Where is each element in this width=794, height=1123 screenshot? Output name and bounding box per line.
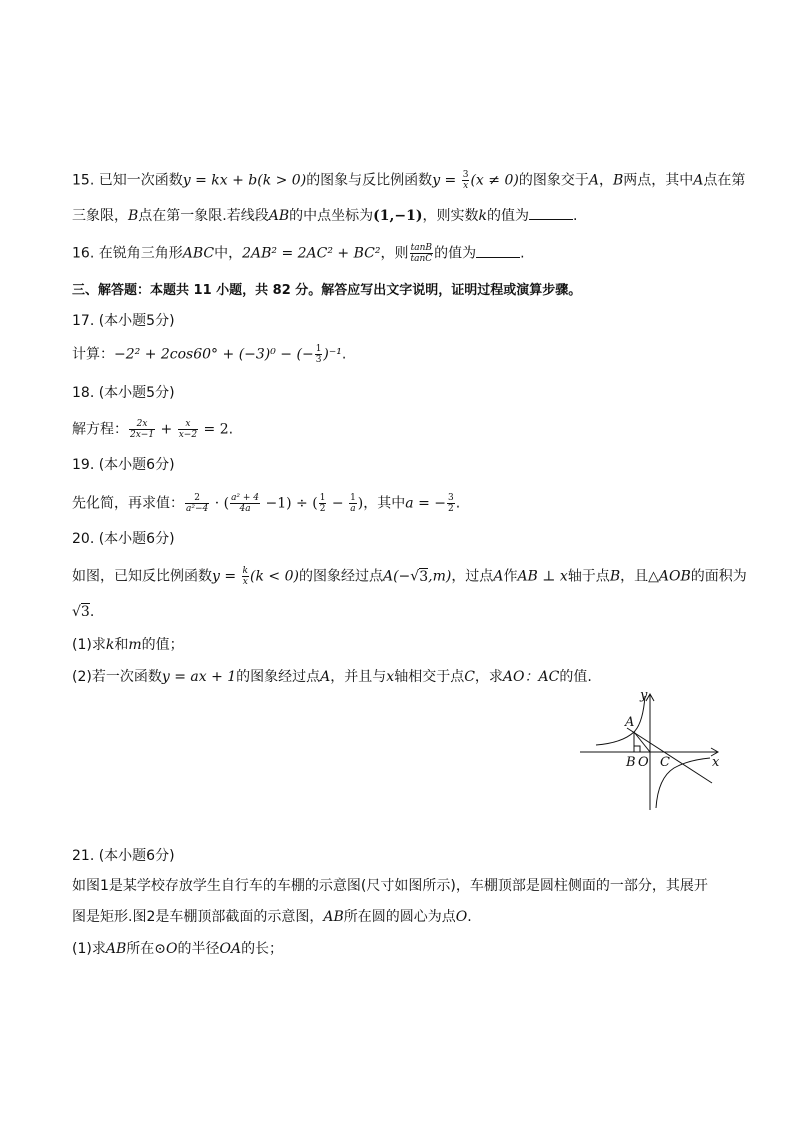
math-expression: )⁻¹ (323, 346, 342, 363)
text: 轴于点 (567, 568, 610, 585)
math-expression: y = (432, 172, 461, 189)
text: 点在第一象限.若线段 (138, 208, 269, 224)
text: . (455, 495, 461, 512)
fraction (178, 419, 198, 440)
text: 的值为 (486, 208, 529, 224)
label-C: C (660, 755, 670, 770)
question-21-part-1 (72, 939, 283, 959)
text: 的图象交于 (518, 172, 589, 189)
math-expression: (1,−1) (373, 208, 423, 224)
math-expression: ,m) (428, 568, 452, 585)
math-expression: −2² + 2cos60° + (−3)⁰ − (− (114, 346, 314, 363)
answer-blank[interactable] (476, 245, 520, 258)
text: ，过点 (451, 568, 494, 585)
math-expression: A(− (382, 568, 411, 585)
text: 所在 (126, 941, 155, 957)
math-var: ABC (182, 245, 215, 262)
math-var: k (478, 208, 487, 224)
text: 的中点坐标为 (289, 208, 374, 224)
math-var: A (320, 669, 331, 685)
fraction (349, 493, 357, 514)
math-expression: ⊙O (154, 941, 178, 957)
text: 轴相交于点 (394, 669, 465, 685)
text: 的值. (559, 669, 592, 685)
math-expression: y = (212, 568, 241, 585)
fraction-numerator: 1 (315, 344, 322, 354)
text: 的值为 (434, 245, 477, 262)
question-19-body (72, 493, 460, 514)
math-var: AB (323, 909, 344, 925)
question-15-line-2 (72, 206, 577, 226)
fraction-numerator: 1 (319, 493, 326, 503)
text: ，则实数 (422, 208, 479, 224)
hyperbola-branch-upper-left (596, 696, 645, 745)
fraction-numerator: a² + 4 (231, 493, 260, 503)
math-radicand: 3 (80, 604, 90, 620)
question-21-line-1: 如图1是某学校存放学生自行车的车棚的示意图(尺寸如图所示)，车棚顶部是圆柱侧面的一部分，其展开 (72, 878, 708, 894)
label-B: B (626, 755, 636, 770)
question-20-heading: 20. (本小题6分) (72, 531, 175, 547)
math-radicand: 3 (419, 568, 429, 585)
math-operator: −1) ÷ ( (261, 495, 318, 512)
question-20-line-1 (72, 566, 747, 587)
fraction-numerator: 2x (129, 419, 155, 430)
math-var: O (455, 909, 468, 925)
text: 16. 在锐角三角形 (72, 245, 183, 262)
text: 的长； (241, 941, 284, 957)
math-var: B (609, 568, 621, 585)
question-18-heading: 18. (本小题5分) (72, 385, 175, 401)
text: ， (598, 172, 613, 189)
fraction-denominator: 2 (319, 504, 326, 514)
fraction (242, 566, 249, 587)
text: 所在圆的圆心为点 (343, 909, 456, 925)
text: . (341, 346, 347, 363)
math-var: x (386, 669, 395, 685)
math-operator: · ( (210, 495, 230, 512)
math-var: B (128, 208, 139, 224)
question-20-line-2 (72, 602, 94, 622)
math-expression: a = − (405, 495, 446, 512)
text: ，并且与 (330, 669, 387, 685)
right-angle-mark (634, 746, 640, 752)
section-heading: 三、解答题：本题共 11 小题，共 82 分。解答应写出文字说明，证明过程或演算步骤。 (72, 283, 582, 298)
text: 先化简，再求值： (72, 495, 184, 512)
math-expression: (k < 0) (250, 568, 299, 585)
math-expression: y = kx + b(k > 0) (182, 172, 307, 189)
text: (1)求 (72, 941, 106, 957)
math-operator: ) (357, 495, 364, 512)
text: (1)求 (72, 637, 106, 653)
math-var: m (128, 637, 142, 653)
text: . (572, 208, 578, 224)
question-17-heading: 17. (本小题5分) (72, 313, 175, 329)
text: 解方程： (72, 421, 128, 438)
fraction-denominator: x (463, 181, 469, 191)
math-expression: (x ≠ 0) (470, 172, 519, 189)
question-17-body (72, 344, 346, 365)
text: 作 (503, 568, 518, 585)
math-var: AB (105, 941, 127, 957)
question-15-line-1 (72, 170, 745, 191)
math-var: C (464, 669, 475, 685)
fraction (462, 170, 470, 191)
math-var: A (493, 568, 504, 585)
text: . (520, 245, 525, 262)
question-21-heading: 21. (本小题6分) (72, 848, 175, 864)
text: 的半径 (177, 941, 220, 957)
text: (2)若一次函数 (72, 669, 162, 685)
fraction (410, 243, 434, 264)
fraction-numerator: 1 (350, 493, 356, 503)
text: 两点，其中 (623, 172, 694, 189)
text: 点在第 (703, 172, 746, 189)
text: 三象限， (72, 208, 128, 224)
label-O: O (638, 755, 649, 770)
question-20-part-2 (72, 667, 592, 687)
segment-AO (634, 732, 650, 752)
fraction (230, 493, 260, 514)
fraction (185, 493, 209, 514)
text: 的图象经过点 (298, 568, 383, 585)
math-var: A (588, 172, 599, 189)
text: . (89, 604, 95, 620)
sqrt-symbol: √ (72, 604, 81, 620)
math-operator: + (156, 421, 177, 438)
fraction-denominator: tanC (410, 254, 433, 264)
fraction (447, 493, 455, 514)
math-operator: − (327, 495, 349, 512)
fraction-numerator: tanB (410, 243, 433, 253)
math-expression: 2AB² = 2AC² + BC² (242, 245, 381, 262)
fraction-numerator: 3 (462, 170, 469, 180)
fraction-numerator: x (178, 419, 198, 430)
label-y: y (640, 688, 648, 703)
text: 计算： (72, 346, 114, 363)
text: 的图象经过点 (236, 669, 321, 685)
fraction-denominator: a²−4 (186, 504, 209, 514)
text: 15. 已知一次函数 (72, 172, 183, 189)
fraction-denominator: x (242, 577, 248, 587)
fraction-denominator: 2 (447, 504, 454, 514)
math-expression: y = ax + 1 (161, 669, 237, 685)
text: ，求 (474, 669, 503, 685)
question-21-line-2 (72, 907, 472, 927)
math-var: OA (219, 941, 242, 957)
text: . (228, 421, 234, 438)
label-A: A (625, 715, 635, 730)
question-20-part-1 (72, 635, 184, 655)
text: 中， (214, 245, 243, 262)
question-16 (72, 243, 525, 264)
math-expression: AB ⊥ x (517, 568, 568, 585)
question-18-body (72, 419, 233, 440)
fraction-numerator: k (242, 566, 249, 576)
fraction-denominator: 2x−1 (130, 430, 155, 440)
text: ，且 (620, 568, 649, 585)
fraction-denominator: x−2 (178, 430, 198, 440)
answer-blank[interactable] (529, 207, 573, 220)
text: 图是矩形.图2是车棚顶部截面的示意图， (72, 909, 324, 925)
math-expression: AO：AC (502, 669, 560, 685)
math-var: A (693, 172, 704, 189)
text: ，其中 (363, 495, 406, 512)
label-x: x (712, 755, 720, 770)
fraction (315, 344, 323, 365)
fraction (129, 419, 155, 440)
text: 和 (114, 637, 129, 653)
question-19-heading: 19. (本小题6分) (72, 457, 175, 473)
math-expression: △AOB (648, 568, 691, 585)
text: 的值； (141, 637, 184, 653)
math-expression: = 2 (199, 421, 229, 438)
fraction-denominator: 3 (315, 355, 322, 365)
function-graph-figure (578, 688, 728, 812)
fraction-denominator: a (350, 504, 356, 514)
text: 如图，已知反比例函数 (72, 568, 212, 585)
fraction-numerator: 2 (185, 493, 209, 504)
math-var: AB (268, 208, 290, 224)
fraction (319, 493, 327, 514)
fraction-numerator: 3 (447, 493, 454, 503)
text: . (467, 909, 472, 925)
text: 的面积为 (690, 568, 747, 585)
text: 的图象与反比例函数 (306, 172, 433, 189)
math-var: B (612, 172, 624, 189)
text: ，则 (380, 245, 409, 262)
fraction-denominator: 4a (239, 504, 251, 514)
math-var: k (105, 637, 115, 653)
sqrt-symbol: √ (410, 568, 420, 585)
